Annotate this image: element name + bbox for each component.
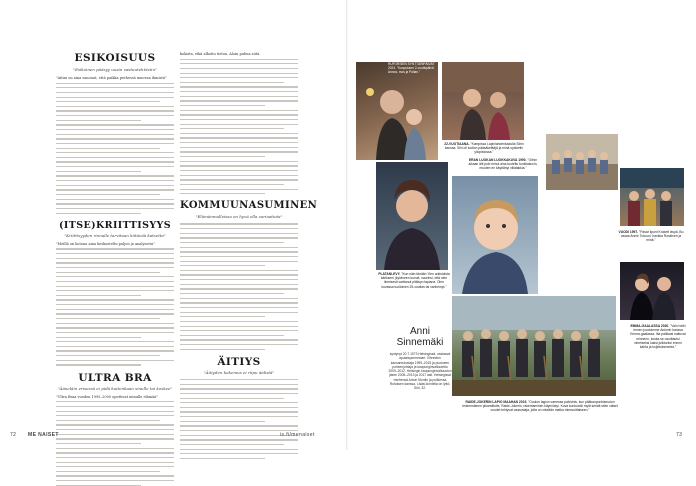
body-text-lines [56, 248, 174, 365]
footer-magazine-name: ME NAISET [28, 432, 59, 438]
photo-emma-illustration [620, 262, 684, 320]
photo-1997-illustration [620, 168, 684, 226]
section-heading-kommuunasuminen: KOMMUUNASUMINEN [180, 200, 318, 212]
body-first-line: "Meillä on kotona aina keskusteltu paljon ja analysoitu" [56, 241, 155, 246]
section-heading-kriittisyys: (ITSE)KRIITTISYYS [59, 219, 171, 231]
caption-raide-jokeri [460, 400, 620, 413]
profile-text: syntynyt 20.7.1973 Helsingissä. vastaava apulaispormestari. Vihreiden kansanedustaja 1999–2015 ja puolueen puheenjohtaja ja kaupunginvaltuutettu 2009–2012. Helsingin kaupunginvaltuuston jäsen 2005–2013 ja 2017 asti. Helsingissä miehensä Anton Montin ja poikiensa Rufuksen kanssa. Lisäsi Anniella on lyttö, Siiri, 32. [388, 352, 452, 391]
caption-emma-gala [630, 324, 686, 349]
caption-birthday: RUFORSIEN SYNTTÄRIPÄIVÄT 2024. "Kuopuksen 2-vuotispäivä. Annos, mos ja Pollan." [388, 62, 435, 75]
caption-title: ERAN LUOKAN LUOKKAKUVA 1990. [468, 158, 527, 162]
caption-text: "Ouolon lagion varressa palvidnis, kun pääkaupunkiseudun ensimmäinen pikaraitiotie, Raide-Jokerin, rakentaminen käynnistyi. Kuva kunkutolli mylä senäit siten väiset vuodet tehtyvat vaarustaja, jolta on viedään matka miesvoittaiseen." [462, 400, 618, 413]
footer-page-number-left: 72 [10, 432, 17, 438]
caption-title: 22-VUOTIAANA. [444, 142, 470, 146]
caption-class-photo [468, 158, 538, 171]
photo-1997 [620, 168, 684, 226]
section-ingress-ultra-bra: "Ääneläin erisessä ei pidä kuitenkaan sinulle tai koskee" [57, 385, 173, 391]
photo-birthday-2024 [356, 62, 438, 160]
body-first-line: "Aitini on aina sanonut, että paikka perhessä muovaa ihmistä" [56, 76, 167, 80]
caption-text: "Kampissa Lapinlahdenkadulla Siirin kanssa. Siiri oli tuollon pääsäkeittäjä ja minä opiskelin yliopistossa." [444, 142, 524, 155]
caption-text: "Pasar lipunt Krokett lavyä, Bu vasaa Annie Tutuuni, hankka Roskinen ja minä." [620, 230, 684, 243]
photo-platanlevy-portrait [376, 162, 448, 270]
caption-platanlevy [378, 272, 450, 289]
section-ingress-esikoisuus: "Esikoinen pääsyy uusin vastuutehtäviin" [73, 67, 157, 72]
section-ingress-kriittisyys: "Kriittisyyden rinnalle tarvitaan kiitävää katsetta" [64, 232, 166, 238]
caption-title: RAIDE-JOKERIN LAPIO MAAHAN 2019. [465, 400, 528, 404]
photo-22-year-old [442, 62, 524, 140]
left-column-2 [180, 52, 318, 428]
body-first-line: "Ultra Braa vuoden 1995–2000 opettivat minulle elämää" [56, 394, 158, 399]
section-ingress-kommuunasuminen: "Elämänmalleissa on hyvä olla variaatiota" [195, 214, 283, 220]
caption-text: "Kun näin tänään Ylen arkistoista kärikseni (kylvineen kunuit, naurinsi, että olen ilmeisesti varttanut pitäisyn tapiana. Olen kuvassa tuolloinen 25-vuotias tai vanhempi." [380, 272, 450, 289]
photo-portrait-illustration [376, 162, 448, 270]
body-text-lines [180, 379, 298, 459]
left-page [0, 0, 348, 450]
footer-page-number-right: 73 [676, 432, 683, 438]
caption-text: "Olinin aikaan äiti puki minut aina tuoteltu tunkkakuvin, muuten en käyttänyt villatakkia." [468, 158, 538, 171]
body-text-lines [180, 223, 298, 350]
right-page [348, 0, 696, 450]
section-ingress-aitiys: "Äitiyden kokemus ei riipu äidistä" [203, 369, 275, 375]
photo-raide-jokeri [452, 296, 616, 396]
section-heading-aitiys: ÄITIYS [217, 355, 261, 368]
caption-title: VUODI 1997. [618, 230, 639, 234]
column-intro-line: kokista, eikä alkoitu tietoa. Aloin puhua siitä. [180, 52, 261, 56]
caption-title: PLATANLEVY. [378, 272, 401, 276]
caption-title: EMMA-GAALASSA 2020. [630, 324, 670, 328]
body-text-lines [56, 401, 174, 486]
caption-text: "Vain hetki ennen jouduimme Antonin kanssa Emma-gaalassa. Ilta palkkasi naituvat minnenn, koska se osoittautui vimeiseksi kaksi julkiseksi ennen kahta ja kuljetuksimmia." [630, 324, 686, 350]
body-text-lines [56, 83, 174, 214]
profile-name: Anni Sinnemäki [396, 326, 444, 348]
section-heading-ultra-bra: ULTRA BRA [78, 371, 152, 384]
photo-birthday-illustration [356, 62, 438, 160]
photo-raide-jokeri-illustration [452, 296, 616, 396]
caption-1997 [616, 230, 686, 243]
left-column-1 [56, 52, 174, 428]
section-heading-esikoisuus: ESIKOISUUS [74, 52, 156, 64]
photo-child-illustration [452, 176, 538, 294]
profile-box [388, 326, 452, 391]
photo-class-illustration [546, 134, 618, 190]
body-text-lines [180, 59, 298, 195]
footer-site-url: is.fi/menaiset [280, 432, 315, 438]
photo-child-portrait [452, 176, 538, 294]
caption-22-year-old [444, 142, 524, 155]
photo-22-illustration [442, 62, 524, 140]
photo-emma-gala [620, 262, 684, 320]
photo-class-1990 [546, 134, 618, 190]
